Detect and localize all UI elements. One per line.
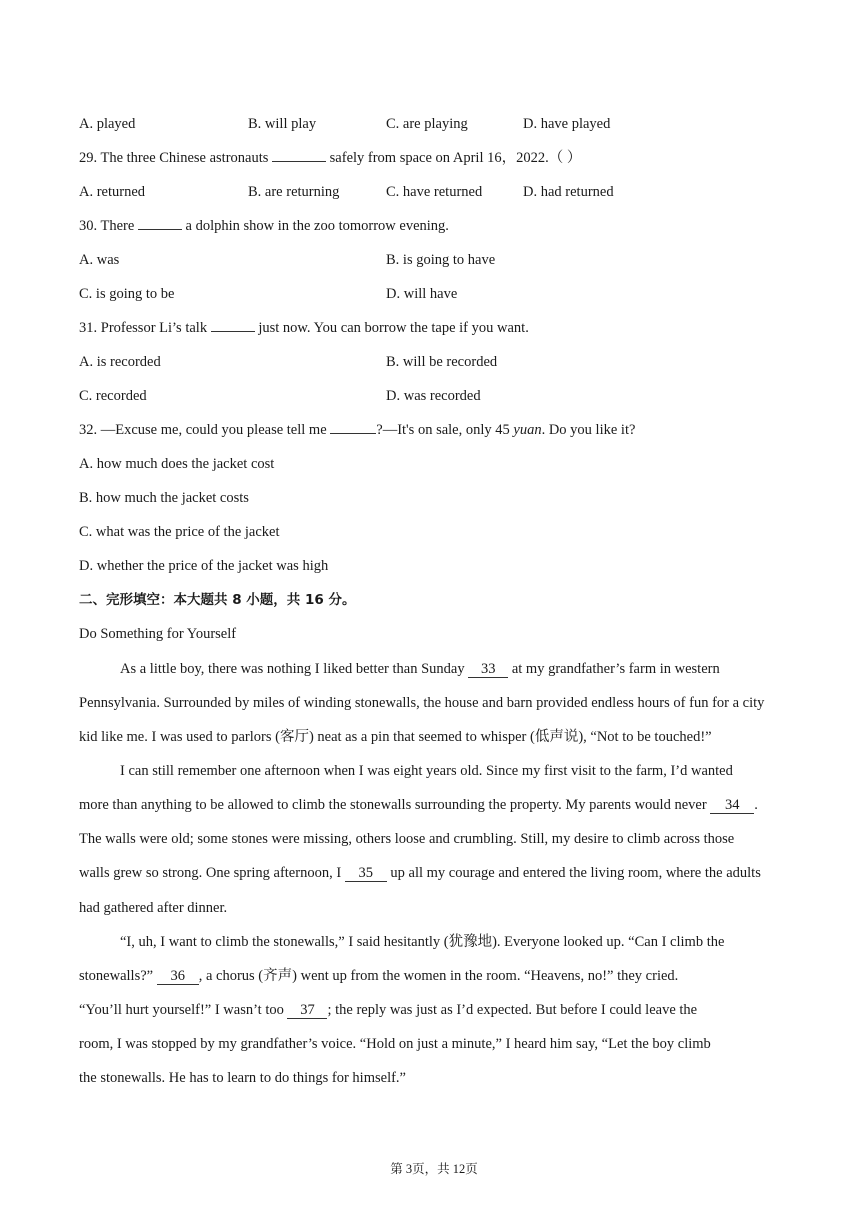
q31-option-b: B. will be recorded — [386, 354, 498, 370]
blank-36: 36 — [157, 969, 199, 985]
q32-stem-italic: yuan — [513, 422, 542, 438]
p3-line-3-b: ; the reply was just as I’d expected. But before I could leave the — [327, 1002, 698, 1018]
q32-option-a: A. how much does the jacket cost — [79, 456, 275, 472]
q29-option-a: A. returned — [79, 184, 146, 200]
q28-option-a: A. played — [79, 116, 136, 132]
p2-line-2-a: more than anything to be allowed to climb the stonewalls surrounding the property. My parents would never — [79, 797, 711, 813]
q30-option-a: A. was — [79, 252, 120, 268]
q31-option-d: D. was recorded — [386, 388, 481, 404]
q30-stem-post: a dolphin show in the zoo tomorrow evening. — [185, 218, 449, 234]
p2-line-4-b: up all my courage and entered the living room, where the adults — [386, 865, 761, 881]
q29-option-c: C. have returned — [386, 184, 483, 200]
p2-line-4-a: walls grew so strong. One spring afternoon, I — [79, 865, 345, 881]
q30-option-d: D. will have — [386, 286, 458, 302]
p1-line-2: Pennsylvania. Surrounded by miles of winding stonewalls, the house and barn provided endless hours of fun for a city — [79, 695, 765, 711]
q29-stem-pre: 29. The three Chinese astronauts — [79, 150, 269, 166]
q32-option-b: B. how much the jacket costs — [79, 490, 249, 506]
blank-34: 34 — [710, 798, 754, 814]
q28-option-b: B. will play — [248, 116, 317, 132]
q29-option-b: B. are returning — [248, 184, 340, 200]
q31-blank — [211, 319, 255, 332]
p2-line-3: The walls were old; some stones were missing, others loose and crumbling. Still, my desire to climb across those — [79, 831, 735, 847]
p3-line-1: “I, uh, I want to climb the stonewalls,” I said hesitantly (犹豫地). Everyone looked up. “Can I climb the — [120, 934, 725, 950]
q32-blank — [330, 421, 376, 434]
q32-stem — [79, 421, 635, 439]
p3-line-2-b: , a chorus (齐声) went up from the women in the room. “Heavens, no!” they cried. — [198, 968, 679, 984]
q29-blank — [272, 149, 326, 162]
blank-35: 35 — [345, 866, 387, 882]
p3-line-3-a: “You’ll hurt yourself!” I wasn’t too — [79, 1002, 288, 1018]
q31-option-c: C. recorded — [79, 388, 147, 404]
p3-line-2 — [79, 967, 678, 985]
q31-stem-pre: 31. Professor Li’s talk — [79, 320, 208, 336]
blank-37: 37 — [287, 1003, 327, 1019]
p1-line-3: kid like me. I was used to parlors (客厅) neat as a pin that seemed to whisper (低声说), “Not to be touched!” — [79, 729, 712, 745]
p3-line-5: the stonewalls. He has to learn to do things for himself.” — [79, 1070, 406, 1086]
q30-stem-pre: 30. There — [79, 218, 135, 234]
q29-stem-post: safely from space on April 16，2022.（ ） — [329, 150, 582, 166]
p2-line-2 — [79, 796, 758, 814]
q31-option-a: A. is recorded — [79, 354, 161, 370]
q30-stem — [79, 217, 449, 235]
q32-stem-post: . Do you like it? — [541, 422, 636, 438]
q31-stem — [79, 319, 529, 337]
q30-option-c: C. is going to be — [79, 286, 175, 302]
p2-line-1: I can still remember one afternoon when I was eight years old. Since my first visit to the farm, I’d wanted — [120, 763, 733, 779]
p1-line-1-b: at my grandfather’s farm in western — [508, 661, 720, 677]
blank-33: 33 — [468, 662, 508, 678]
q32-option-c: C. what was the price of the jacket — [79, 524, 280, 540]
p1-line-1-a: As a little boy, there was nothing I liked better than Sunday — [120, 661, 469, 677]
q28-option-d: D. have played — [523, 116, 611, 132]
q29-option-d: D. had returned — [523, 184, 614, 200]
p2-line-4 — [79, 864, 761, 882]
q31-stem-post: just now. You can borrow the tape if you want. — [258, 320, 529, 336]
page-number: 第 3页，共 12页 — [390, 1162, 478, 1176]
q28-option-c: C. are playing — [386, 116, 468, 132]
p2-line-2-b: . — [754, 797, 758, 813]
p3-line-4: room, I was stopped by my grandfather’s voice. “Hold on just a minute,” I heard him say, “Let the boy climb — [79, 1036, 711, 1052]
p2-line-5: had gathered after dinner. — [79, 900, 228, 916]
q29-stem — [79, 149, 581, 167]
q30-option-b: B. is going to have — [386, 252, 496, 268]
passage-title: Do Something for Yourself — [79, 626, 237, 642]
q32-stem-mid: ?—It's on sale, only 45 — [376, 422, 514, 438]
q30-blank — [138, 217, 182, 230]
p3-line-3 — [79, 1001, 697, 1019]
q32-option-d: D. whether the price of the jacket was high — [79, 558, 329, 574]
p3-line-2-a: stonewalls?” — [79, 968, 157, 984]
p1-line-1 — [120, 660, 720, 678]
q32-stem-pre: 32. —Excuse me, could you please tell me — [79, 422, 327, 438]
section-heading: 二、完形填空：本大题共 8 小题，共 16 分。 — [79, 592, 356, 608]
